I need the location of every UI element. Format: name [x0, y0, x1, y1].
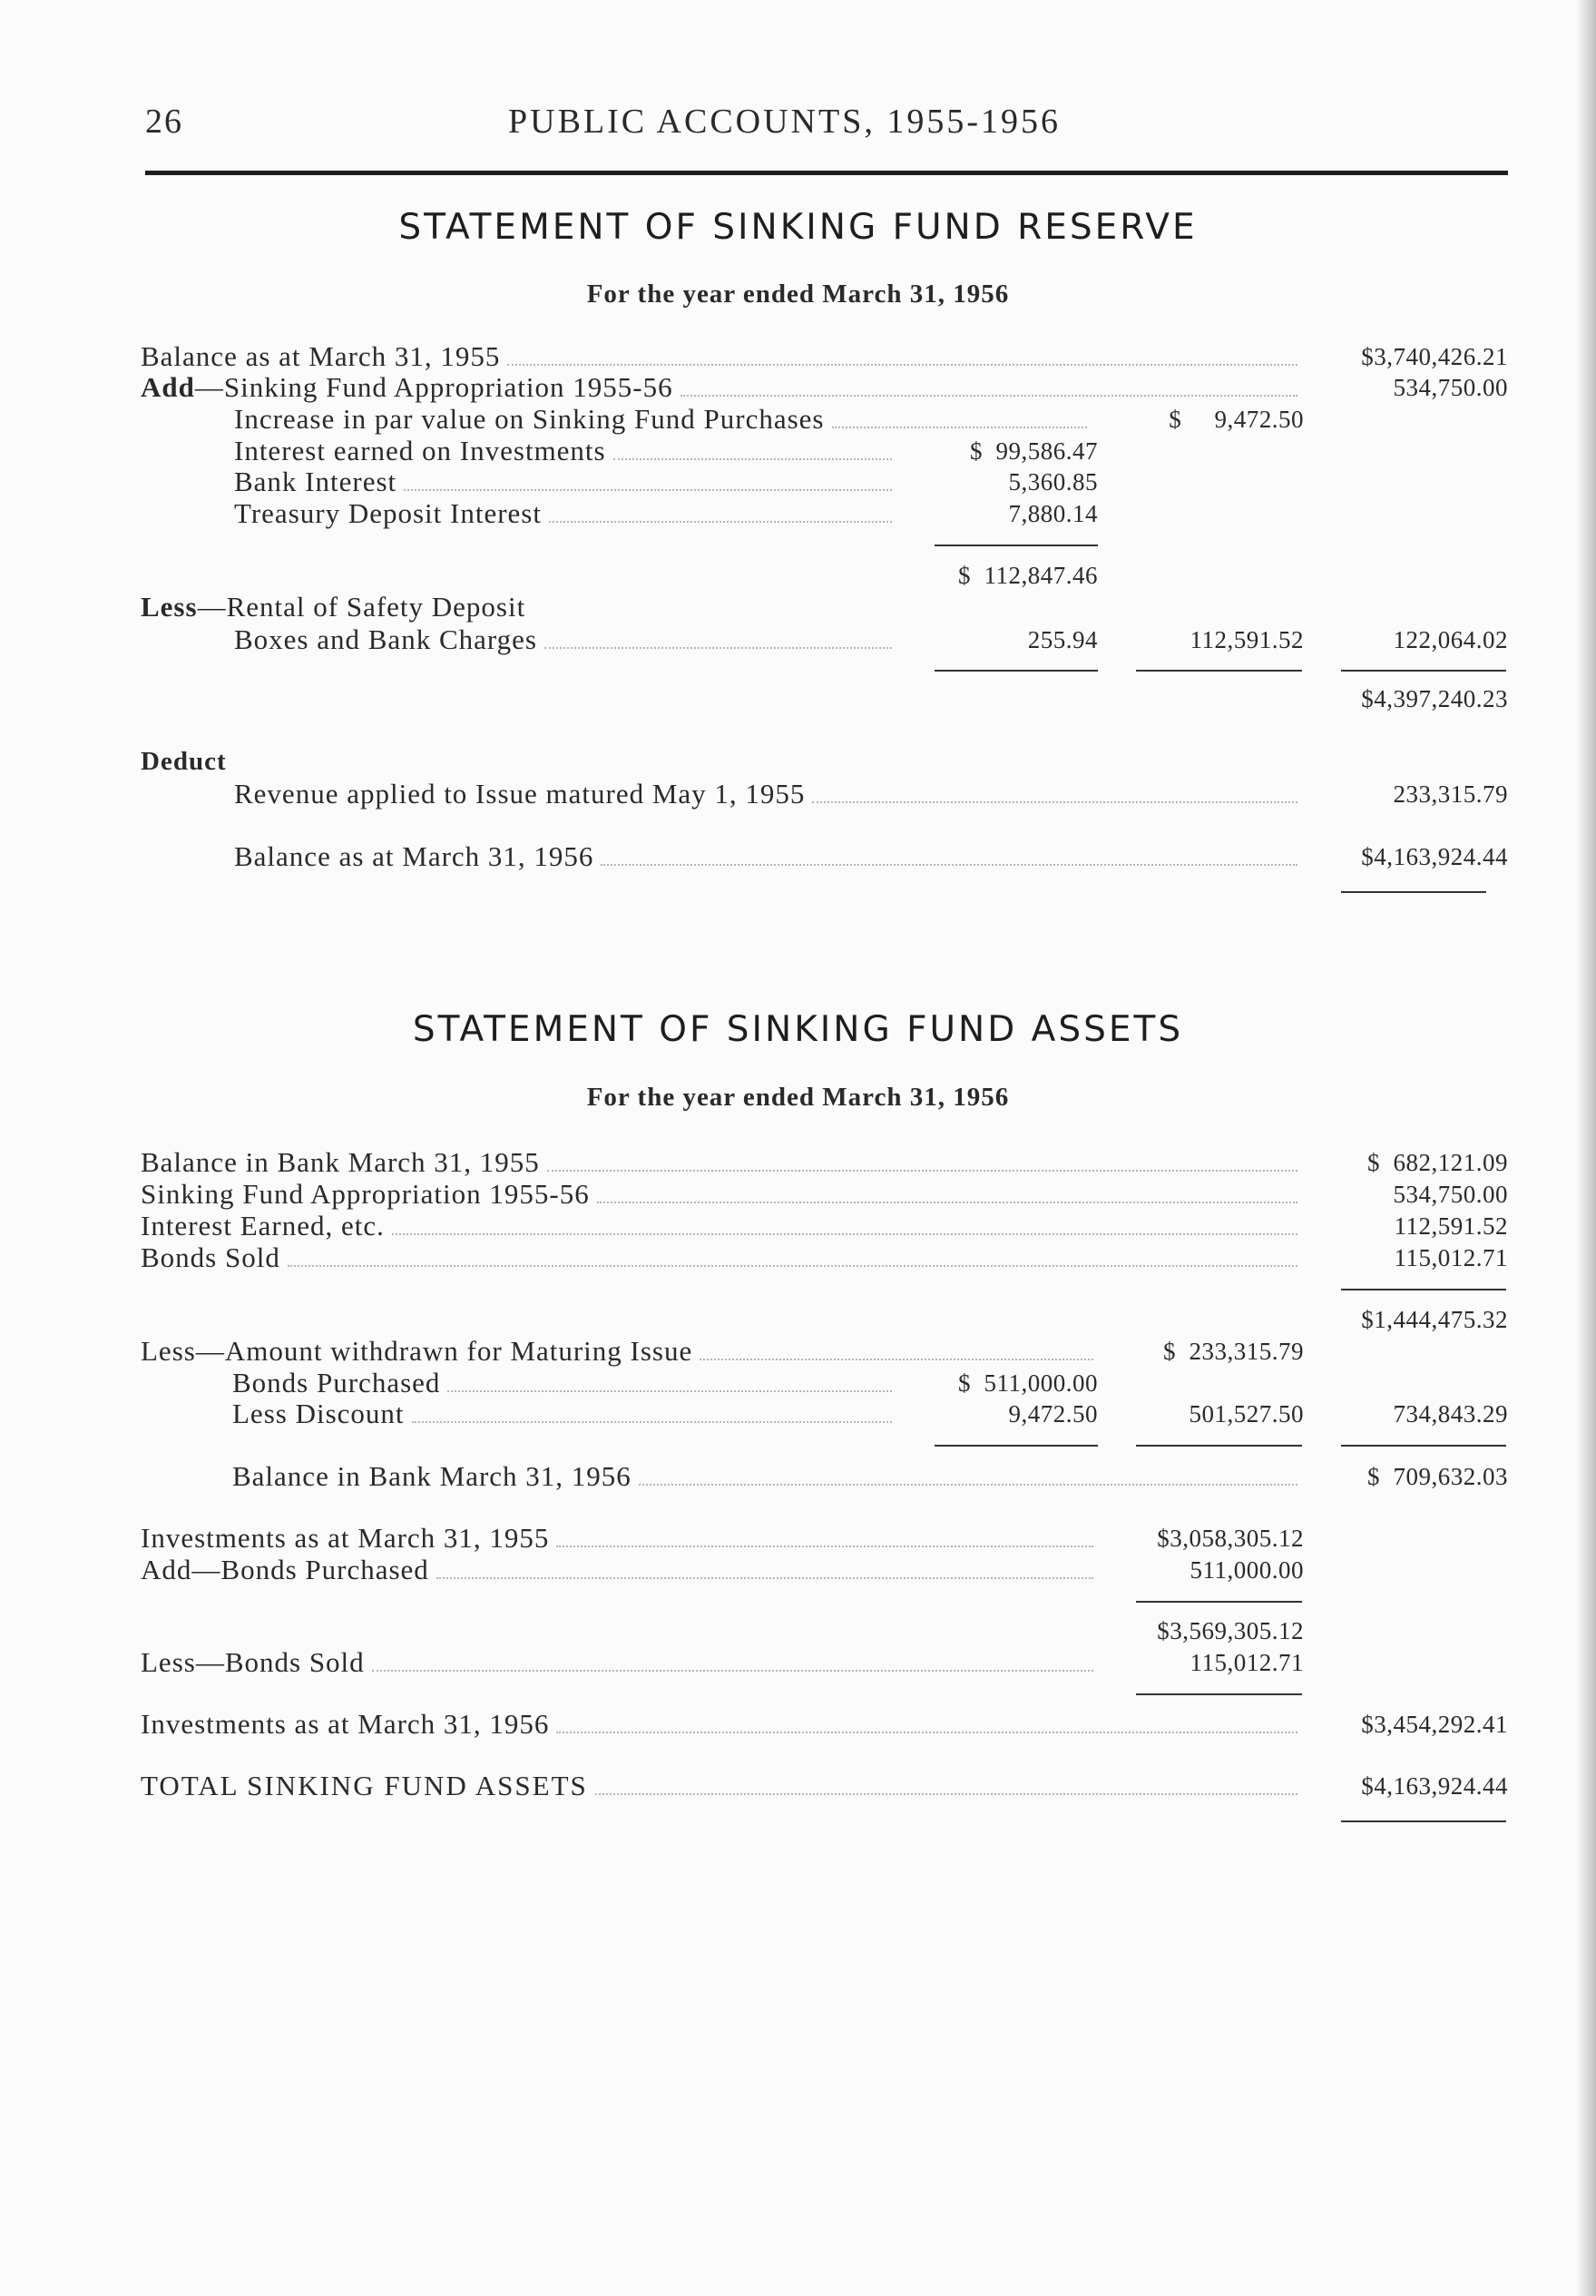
leader-dots [700, 1337, 1093, 1360]
reserve-row-balance-1956 [0, 841, 1596, 872]
row-label: Balance as at March 31, 1955 [141, 340, 501, 372]
rule-col2 [1136, 670, 1302, 672]
row-label: —Sinking Fund Appropriation 1955-56 [194, 371, 673, 403]
leader-dots [412, 1399, 892, 1423]
deduct-heading: Deduct [141, 747, 227, 776]
amount-col2: $3,058,305.12 [1157, 1525, 1304, 1552]
row-label: Investments as at March 31, 1956 [141, 1708, 550, 1740]
assets-row-investments-1956 [0, 1709, 1596, 1740]
leader-dots [597, 1180, 1297, 1203]
row-label: Add—Bonds Purchased [141, 1554, 429, 1585]
amount-col1: $ 112,847.46 [958, 562, 1098, 589]
amount-col3: 534,750.00 [1393, 374, 1508, 401]
row-label: Sinking Fund Appropriation 1955-56 [141, 1178, 590, 1210]
rule-col1 [935, 1445, 1098, 1447]
amount-col3: $ 682,121.09 [1367, 1149, 1508, 1176]
assets-row-less-discount [0, 1398, 1596, 1429]
rule-col3-final [1341, 1820, 1506, 1822]
leader-dots [681, 373, 1297, 397]
amount-col1: 255.94 [1027, 626, 1098, 653]
assets-row-bonds-purchased [0, 1368, 1596, 1398]
amount-col1: $ 99,586.47 [970, 437, 1098, 465]
reserve-title: STATEMENT OF SINKING FUND RESERVE [398, 207, 1198, 248]
row-label: Balance in Bank March 31, 1956 [232, 1460, 632, 1492]
leader-dots [812, 780, 1297, 803]
leader-dots [372, 1648, 1093, 1672]
row-label: Bonds Sold [141, 1241, 280, 1273]
assets-row-bank-1956 [0, 1461, 1596, 1492]
rule-col3 [1341, 1289, 1506, 1290]
running-head [145, 102, 1506, 156]
assets-row-total [0, 1771, 1596, 1801]
reserve-row-treasury-interest [0, 498, 1596, 529]
assets-row-add-bonds [0, 1555, 1596, 1585]
leader-dots [447, 1369, 892, 1392]
document-title: PUBLIC ACCOUNTS, 1955-1956 [508, 103, 1061, 141]
reserve-row-bank-interest [0, 466, 1596, 497]
row-label: Investments as at March 31, 1955 [141, 1522, 550, 1554]
amount-col2: 112,591.52 [1190, 626, 1304, 653]
amount-col3: $3,454,292.41 [1361, 1711, 1508, 1738]
amount-col2: $ 9,472.50 [1169, 406, 1304, 433]
amount-col1: 9,472.50 [1008, 1400, 1098, 1428]
leader-dots [595, 1771, 1297, 1795]
rule-col1 [935, 670, 1098, 672]
reserve-subtitle: For the year ended March 31, 1956 [586, 280, 1010, 309]
amount-col3: $4,397,240.23 [1361, 685, 1508, 712]
assets-row-appropriation [0, 1179, 1596, 1210]
row-label: Interest Earned, etc. [141, 1210, 385, 1241]
amount-col3: 115,012.71 [1394, 1244, 1508, 1271]
row-prefix: Add [141, 371, 195, 403]
row-label: Increase in par value on Sinking Fund Purchases [234, 403, 825, 435]
rule-col3-final [1341, 891, 1486, 893]
assets-row-interest [0, 1211, 1596, 1241]
amount-col3: 233,315.79 [1393, 780, 1508, 808]
assets-title: STATEMENT OF SINKING FUND ASSETS [412, 1009, 1184, 1050]
row-label: Bank Interest [234, 466, 397, 497]
leader-dots [436, 1555, 1093, 1579]
assets-row-investments-1955 [0, 1523, 1596, 1554]
leader-dots [392, 1212, 1297, 1235]
row-label: Balance in Bank March 31, 1955 [141, 1146, 540, 1178]
reserve-row-boxes-charges [0, 624, 1596, 655]
amount-col3: $3,740,426.21 [1361, 343, 1508, 370]
assets-subtitle: For the year ended March 31, 1956 [586, 1083, 1010, 1112]
reserve-row-subtotal [0, 560, 1596, 591]
amount-col2: $ 233,315.79 [1163, 1338, 1304, 1365]
reserve-row-interest-investments [0, 436, 1596, 466]
amount-col2: 115,012.71 [1190, 1649, 1304, 1676]
amount-col2: 511,000.00 [1190, 1556, 1304, 1584]
amount-col2: 501,527.50 [1189, 1400, 1304, 1428]
row-prefix: Less [141, 591, 198, 623]
rule-col2 [1136, 1601, 1302, 1603]
row-label: Balance as at March 31, 1956 [234, 840, 594, 872]
assets-row-less-withdrawn [0, 1336, 1596, 1367]
amount-col1: 5,360.85 [1008, 468, 1098, 496]
page-number: 26 [145, 103, 183, 141]
row-label: —Rental of Safety Deposit [197, 591, 526, 623]
row-label: Less Discount [232, 1398, 405, 1429]
amount-col2: $3,569,305.12 [1157, 1617, 1304, 1644]
reserve-row-appropriation [0, 372, 1596, 403]
assets-row-investments-subtotal [0, 1615, 1596, 1646]
row-label: Less—Amount withdrawn for Maturing Issue [141, 1335, 693, 1367]
row-label: Interest earned on Investments [234, 435, 606, 466]
reserve-row-less-rental [0, 592, 1596, 623]
row-label: TOTAL SINKING FUND ASSETS [141, 1770, 588, 1801]
row-label: Boxes and Bank Charges [234, 623, 537, 655]
leader-dots [613, 437, 892, 460]
amount-col3: 122,064.02 [1393, 626, 1508, 653]
leader-dots [288, 1243, 1297, 1267]
row-label: Less—Bonds Sold [141, 1646, 365, 1678]
amount-col3: $4,163,924.44 [1361, 1772, 1508, 1800]
amount-col3: $1,444,475.32 [1361, 1306, 1508, 1333]
leader-dots [404, 467, 892, 491]
rule-col3 [1341, 1445, 1506, 1447]
leader-dots [544, 625, 892, 649]
reserve-row-balance-1955 [0, 341, 1596, 372]
reserve-row-increase-par [0, 404, 1596, 435]
amount-col1: $ 511,000.00 [958, 1369, 1098, 1397]
assets-row-less-bonds-sold [0, 1647, 1596, 1678]
leader-dots [549, 499, 892, 523]
assets-row-subtotal [0, 1304, 1596, 1335]
amount-col3: $4,163,924.44 [1361, 843, 1508, 870]
reserve-row-total [0, 683, 1596, 714]
amount-col1: 7,880.14 [1008, 500, 1098, 527]
assets-row-bank-1955 [0, 1147, 1596, 1178]
amount-col3: 534,750.00 [1393, 1181, 1508, 1208]
row-label: Revenue applied to Issue matured May 1, 1955 [234, 778, 806, 809]
amount-col3: 734,843.29 [1393, 1400, 1508, 1428]
leader-dots [832, 405, 1087, 428]
leader-dots [507, 342, 1297, 366]
leader-dots [601, 842, 1297, 866]
amount-col3: 112,591.52 [1394, 1212, 1508, 1240]
rule-col2 [1136, 1693, 1302, 1695]
row-label: Treasury Deposit Interest [234, 497, 542, 529]
leader-dots [639, 1462, 1297, 1486]
assets-row-bonds-sold [0, 1242, 1596, 1273]
subtotal-rule [935, 545, 1098, 546]
header-rule [145, 171, 1508, 175]
reserve-row-revenue-applied [0, 779, 1596, 809]
leader-dots [556, 1524, 1093, 1547]
row-label: Bonds Purchased [232, 1367, 441, 1398]
rule-col2 [1136, 1445, 1302, 1447]
rule-col3 [1341, 670, 1506, 672]
amount-col3: $ 709,632.03 [1367, 1463, 1508, 1490]
leader-dots [547, 1148, 1297, 1172]
leader-dots [556, 1710, 1297, 1733]
